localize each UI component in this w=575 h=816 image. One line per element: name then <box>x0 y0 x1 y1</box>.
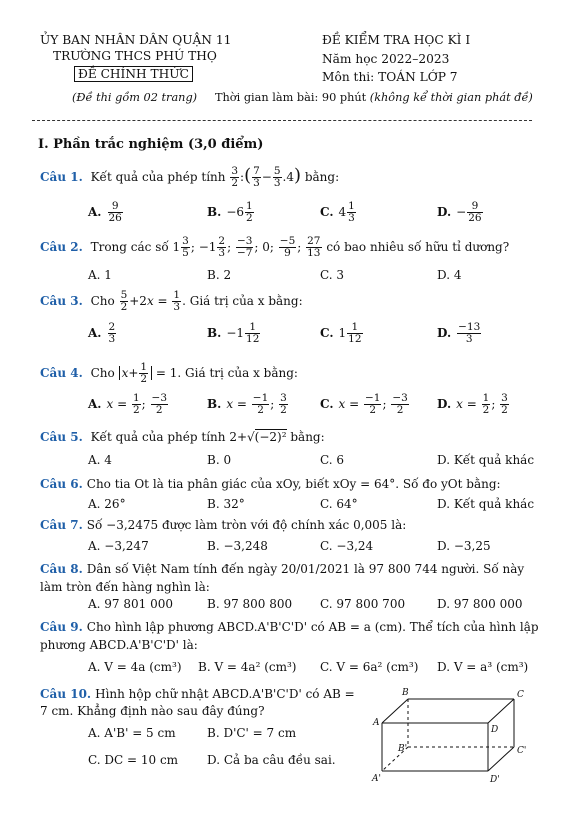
q9-option-a[interactable]: A. V = 4a (cm³) <box>88 660 182 674</box>
header-school-year: Năm học 2022–2023 <box>322 52 450 66</box>
q4-option-d[interactable]: D. x = $\frac{1}{2}$ ; $\frac{3}{2}$ <box>437 392 508 416</box>
question-1: Câu 1. Kết quả của phép tính $\frac{3}{2}$ :( $\frac{7}{3}$ − $\frac{5}{3}$ .4) bằng: <box>40 165 340 189</box>
q4-option-a[interactable]: A. x = $\frac{1}{2}$ ; $\frac{-3}{2}$ <box>88 392 167 416</box>
q10-option-d[interactable]: D. Cả ba câu đều sai. <box>207 753 336 767</box>
header-district: ỦY BAN NHÂN DÂN QUẬN 11 <box>40 33 232 47</box>
cuboid-figure <box>368 685 536 785</box>
vertex-label-a-prime: A' <box>372 774 381 784</box>
q7-option-b[interactable]: B. −3,248 <box>207 539 268 553</box>
question-8: Câu 8. Dân số Việt Nam tính đến ngày 20/01/2021 là 97 800 744 người. Số này làm tròn đến hàng nghìn là: <box>40 562 525 594</box>
vertex-label-d: D <box>491 725 499 735</box>
q4-option-b[interactable]: B. x = $\frac{-1}{2}$ ; $\frac{3}{2}$ <box>207 392 287 416</box>
q3-option-b[interactable]: B. −1 $\frac{1}{12}$ <box>207 321 260 345</box>
q6-option-c[interactable]: C. 64° <box>320 497 358 511</box>
header-school: TRƯỜNG THCS PHÚ THỌ <box>53 49 217 63</box>
q1-option-a[interactable]: A. $\frac{9}{26}$ <box>88 200 122 224</box>
q8-option-c[interactable]: C. 97 800 700 <box>320 597 406 611</box>
vertex-label-c-prime: C' <box>517 746 527 756</box>
q7-option-d[interactable]: D. −3,25 <box>437 539 491 553</box>
question-9: Câu 9. Cho hình lập phương ABCD.A'B'C'D' có AB = a (cm). Thể tích của hình lập phương ABCD.A'B'C'D' là: <box>40 620 539 652</box>
q2-option-c[interactable]: C. 3 <box>320 268 345 282</box>
q5-option-d[interactable]: D. Kết quả khác <box>437 453 535 467</box>
q1-option-c[interactable]: C. 4 $\frac{1}{3}$ <box>320 200 355 224</box>
question-2: Câu 2. Trong các số 1 $\frac{3}{5}$ ; −1 $\frac{2}{3}$ ; $\frac{-3}{-7}$ ; 0; $\frac{-5}{9}$ ; $\frac{27}{13}$ có bao nhiêu số hữu tỉ dương? <box>40 235 510 259</box>
q10-option-a[interactable]: A. A'B' = 5 cm <box>88 726 176 740</box>
vertex-label-b-prime: B' <box>398 744 408 754</box>
q7-option-c[interactable]: C. −3,24 <box>320 539 374 553</box>
q6-option-a[interactable]: A. 26° <box>88 497 126 511</box>
q8-option-b[interactable]: B. 97 800 800 <box>207 597 293 611</box>
q9-option-d[interactable]: D. V = a³ (cm³) <box>437 660 529 674</box>
question-4: Câu 4. Cho x+ $\frac{1}{2}$ = 1. Giá trị của x bằng: <box>40 361 298 385</box>
header-subject: Môn thi: TOÁN LỚP 7 <box>322 70 458 84</box>
q3-option-a[interactable]: A. $\frac{2}{3}$ <box>88 321 116 345</box>
header-pages-note: (Đề thi gồm 02 trang) <box>72 91 198 104</box>
q5-option-a[interactable]: A. 4 <box>88 453 112 467</box>
section-title: I. Phần trắc nghiệm (3,0 điểm) <box>38 137 264 152</box>
q5-option-c[interactable]: C. 6 <box>320 453 345 467</box>
question-3: Câu 3. Cho $\frac{5}{2}$ +2x = $\frac{1}{3}$ . Giá trị của x bằng: <box>40 289 303 313</box>
q5-option-b[interactable]: B. 0 <box>207 453 232 467</box>
question-7: Câu 7. Số −3,2475 được làm tròn với độ chính xác 0,005 là: <box>40 518 407 532</box>
header-divider <box>32 120 532 121</box>
q3-option-d[interactable]: D. $\frac{-13}{3}$ <box>437 321 481 345</box>
q8-option-a[interactable]: A. 97 801 000 <box>88 597 174 611</box>
q2-option-d[interactable]: D. 4 <box>437 268 462 282</box>
question-10: Câu 10. Hình hộp chữ nhật ABCD.A'B'C'D' có AB = 7 cm. Khẳng định nào sau đây đúng? <box>40 687 355 718</box>
question-6: Câu 6. Cho tia Ot là tia phân giác của xOy, biết xOy = 64°. Số đo yOt bằng: <box>40 477 501 491</box>
q3-option-c[interactable]: C. 1 $\frac{1}{12}$ <box>320 321 362 345</box>
question-5: Câu 5. Kết quả của phép tính 2+√(−2)² bằng: <box>40 430 325 444</box>
q7-option-a[interactable]: A. −3,247 <box>88 539 149 553</box>
q1-option-b[interactable]: B. −6 $\frac{1}{2}$ <box>207 200 253 224</box>
q10-option-b[interactable]: B. D'C' = 7 cm <box>207 726 297 740</box>
q1-option-d[interactable]: D. − $\frac{9}{26}$ <box>437 200 482 224</box>
q4-option-c[interactable]: C. x = $\frac{-1}{2}$ ; $\frac{-3}{2}$ <box>320 392 408 416</box>
q2-option-a[interactable]: A. 1 <box>88 268 112 282</box>
q2-option-b[interactable]: B. 2 <box>207 268 232 282</box>
vertex-label-b: B <box>402 688 409 698</box>
vertex-label-c: C <box>517 690 524 700</box>
vertex-label-d-prime: D' <box>490 775 500 785</box>
q10-option-c[interactable]: C. DC = 10 cm <box>88 753 179 767</box>
q6-option-d[interactable]: D. Kết quả khác <box>437 497 535 511</box>
q8-option-d[interactable]: D. 97 800 000 <box>437 597 523 611</box>
q9-option-b[interactable]: B. V = 4a² (cm³) <box>198 660 297 674</box>
q9-option-c[interactable]: C. V = 6a² (cm³) <box>320 660 419 674</box>
header-exam-title: ĐỀ KIỂM TRA HỌC KÌ I <box>322 33 471 47</box>
vertex-label-a: A <box>373 718 380 728</box>
header-time: Thời gian làm bài: 90 phút (không kể thời gian phát đề) <box>215 91 533 104</box>
header-official-stamp: ĐỀ CHÍNH THỨC <box>74 66 193 82</box>
q6-option-b[interactable]: B. 32° <box>207 497 245 511</box>
